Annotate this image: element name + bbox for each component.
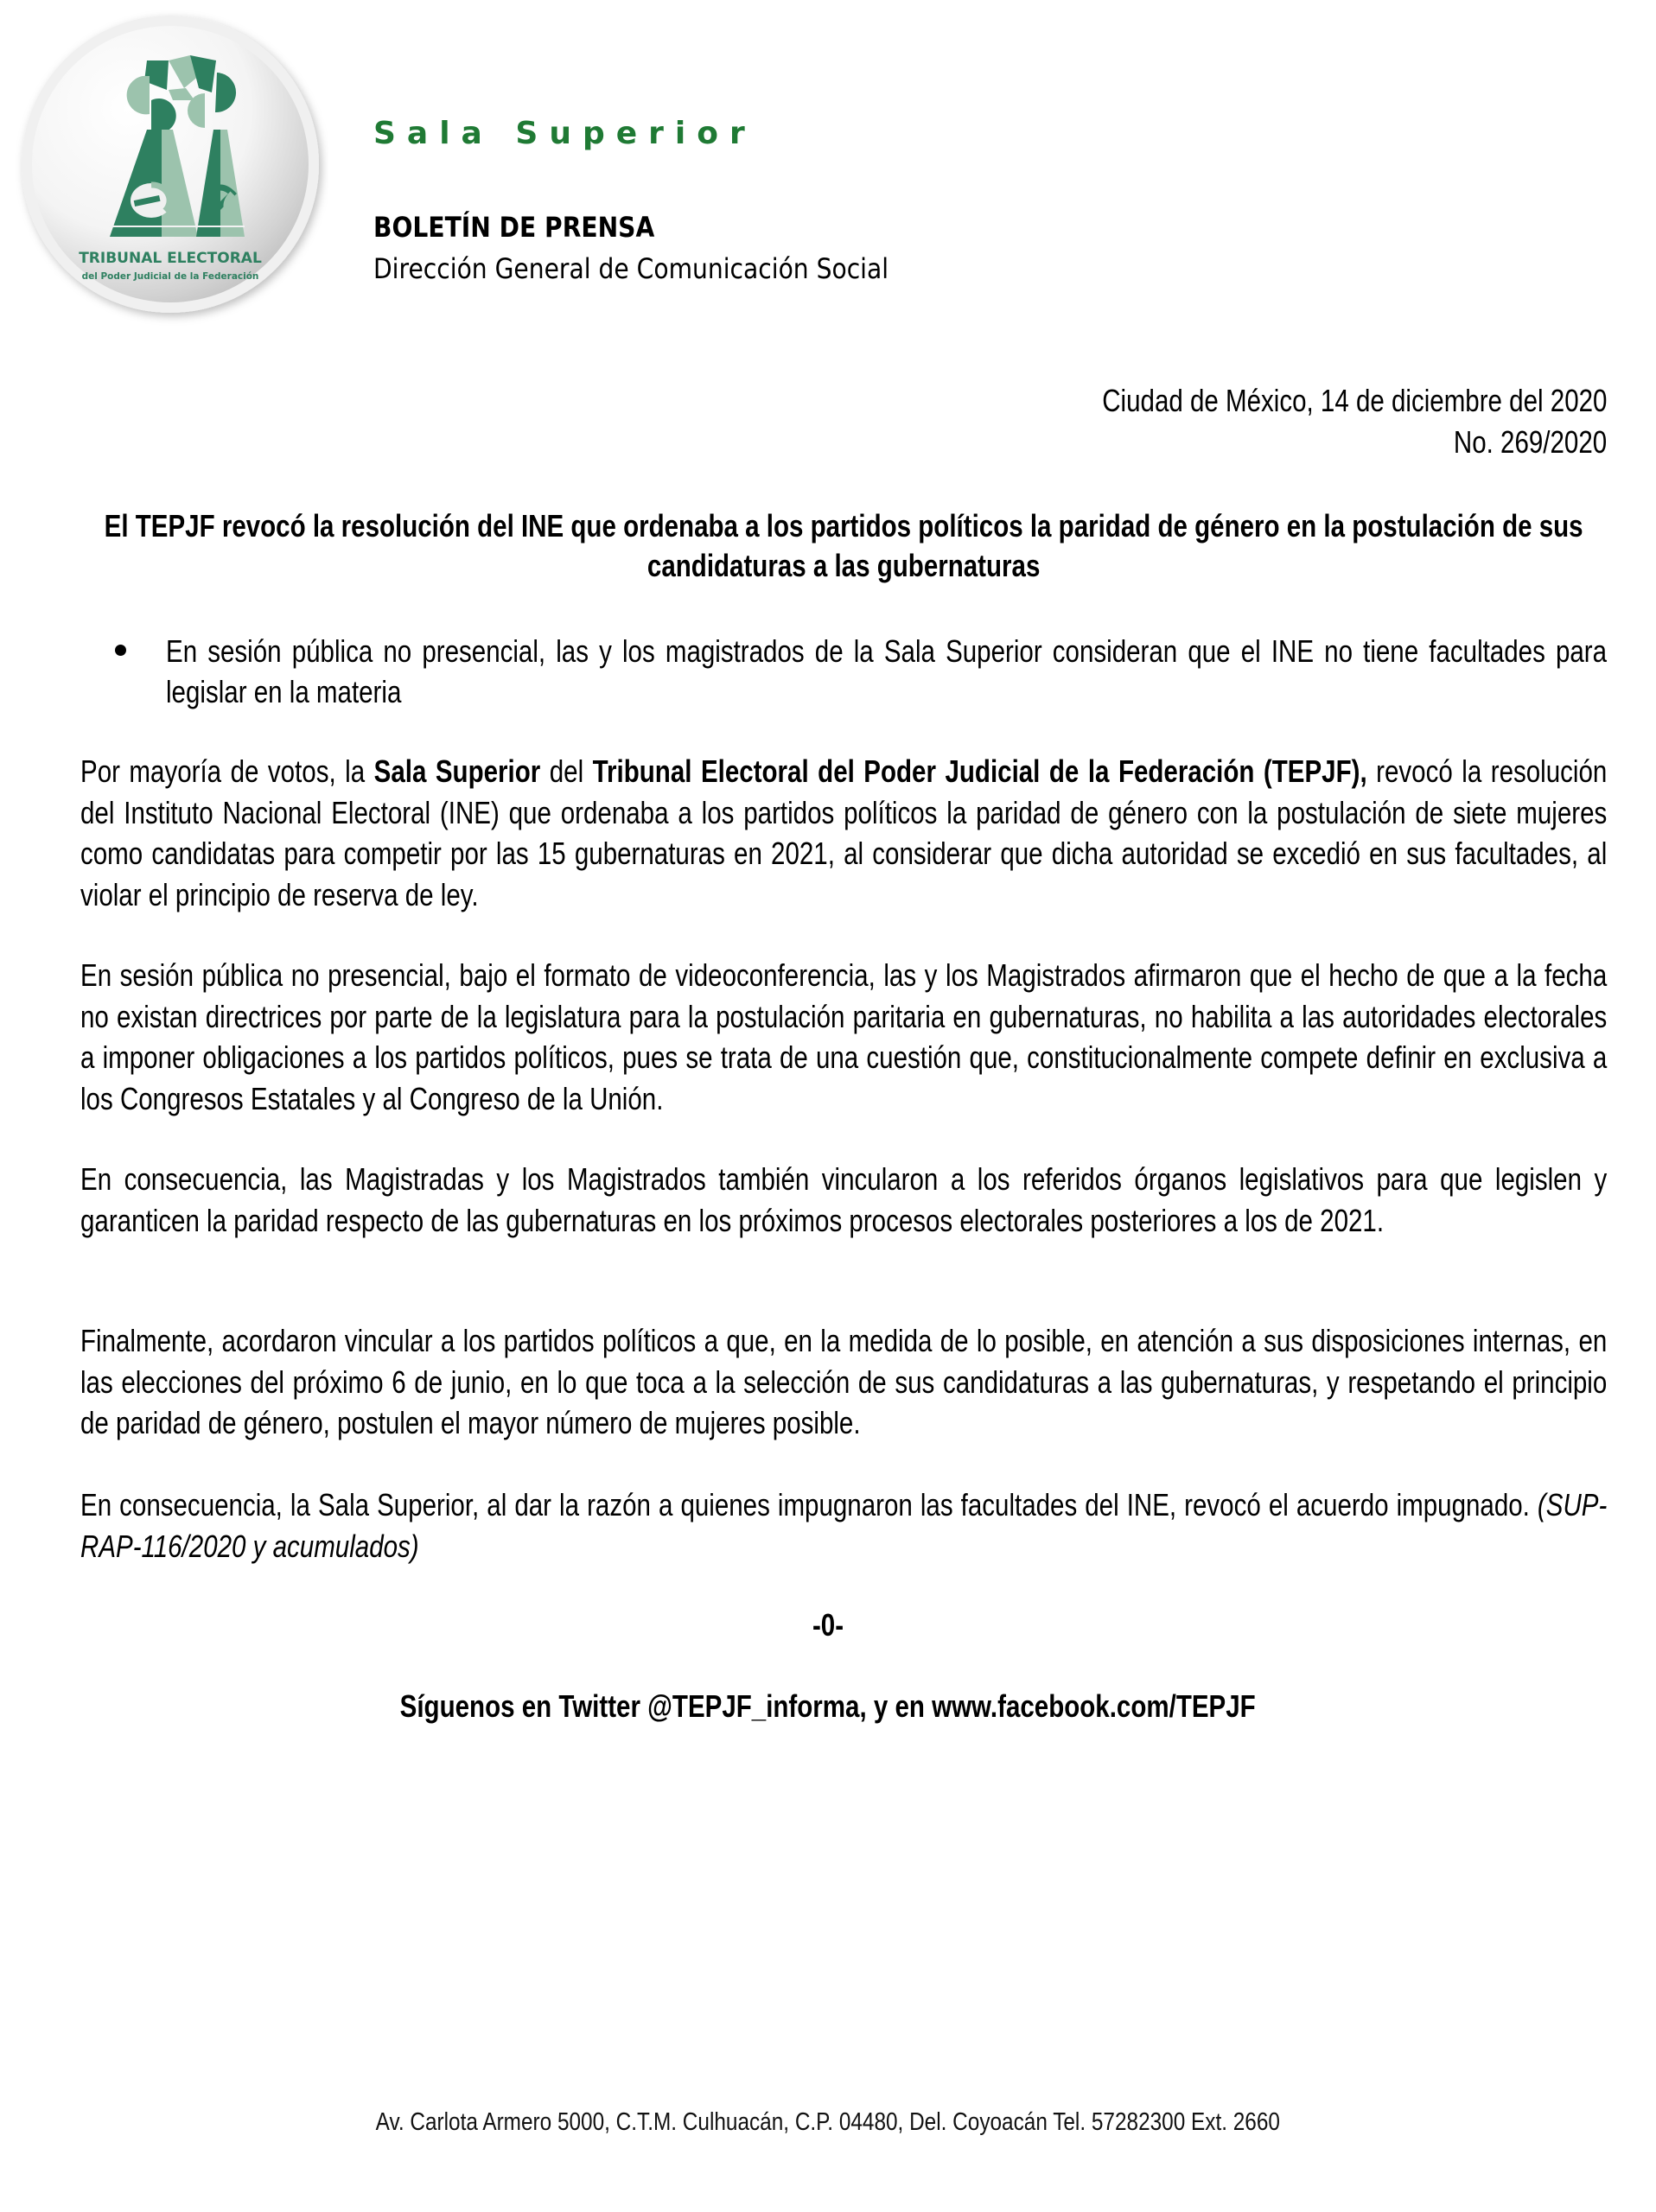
- p1-bold-chamber: Sala Superior: [373, 753, 541, 789]
- social-follow: [0, 1688, 1656, 1725]
- paragraph-4: Finalmente, acordaron vincular a los partidos políticos a que, en la medida de lo posible, en atención a sus disposiciones internas, en las elecciones del próximo 6 de junio, en lo que toca a la selección de sus candidaturas a las gubernaturas, y respetando el principio de paridad de género, postulen el mayor número de mujeres posible.: [80, 1323, 1608, 1440]
- press-date: Ciudad de México, 14 de diciembre del 2020: [1101, 383, 1607, 418]
- p1-text-a: Por mayoría de votos, la: [80, 753, 374, 789]
- paragraph-5: [80, 1484, 1607, 1567]
- logo-subtitle: del Poder Judicial de la Federación: [81, 271, 259, 282]
- scales-of-justice-icon: [13, 10, 328, 326]
- p1-text-b: del: [540, 753, 593, 789]
- chamber-title: Sala Superior: [373, 116, 756, 151]
- department-label: Dirección General de Comunicación Social: [373, 252, 889, 285]
- address-text: Av. Carlota Armero 5000, C.T.M. Culhuacán, C.P. 04480, Del. Coyoacán Tel. 57282300 Ext. 2660: [375, 2108, 1281, 2136]
- p1-text-c: revocó la resolución del Instituto Nacional Electoral (INE) que ordenaba a los partidos políticos la paridad de género con la postulación de siete mujeres como candidatas para competir por las 15 gubernaturas en 2021, al considerar que dicha autoridad se excedió en sus facultades, al violar el principio de reserva de ley.: [80, 753, 1608, 912]
- bullet-icon: [115, 645, 126, 656]
- logo-title: TRIBUNAL ELECTORAL: [79, 250, 262, 267]
- paragraph-2: En sesión pública no presencial, bajo el formato de videoconferencia, las y los Magistrados afirmaron que el hecho de que a la fecha no existan directrices por parte de la legislatura para la postulación paritaria en gubernaturas, no habilita a las autoridades electorales a imponer obligaciones a los partidos políticos, pues se trata de una cuestión que, constitucionalmente compete definir en exclusiva a los Congresos Estatales y al Congreso de la Unión.: [80, 957, 1608, 1116]
- bullet-item: En sesión pública no presencial, las y los magistrados de la Sala Superior consideran que el INE no tiene facultades para legislar en la materia: [166, 633, 1608, 709]
- paragraph-3: En consecuencia, las Magistradas y los Magistrados también vincularon a los referidos órganos legislativos para que legislen y garanticen la paridad respecto de las gubernaturas en los próximos procesos electorales posteriores a los de 2021.: [80, 1161, 1608, 1238]
- p5-text: En consecuencia, la Sala Superior, al dar la razón a quienes impugnaron las facultades del INE, revocó el acuerdo impugnado.: [80, 1487, 1538, 1522]
- paragraph-1: [80, 751, 1607, 915]
- separator-text: -0-: [812, 1607, 844, 1643]
- p1-bold-tribunal: Tribunal Electoral del Poder Judicial de la Federación (TEPJF),: [592, 753, 1367, 789]
- footer-address: [0, 2108, 1656, 2137]
- headline: El TEPJF revocó la resolución del INE que ordenaba a los partidos políticos la paridad de género en la postulación de sus candidaturas a las gubernaturas: [104, 508, 1583, 583]
- case-reference: (SUP-RAP-116/2020 y acumulados): [80, 1487, 1608, 1564]
- social-links[interactable]: Síguenos en Twitter @TEPJF_informa, y en www.facebook.com/TEPJF: [399, 1688, 1257, 1724]
- bulletin-label: BOLETÍN DE PRENSA: [373, 211, 655, 244]
- end-separator: [0, 1607, 1656, 1643]
- tribunal-logo: [13, 10, 328, 326]
- bulletin-number: No. 269/2020: [1453, 424, 1607, 460]
